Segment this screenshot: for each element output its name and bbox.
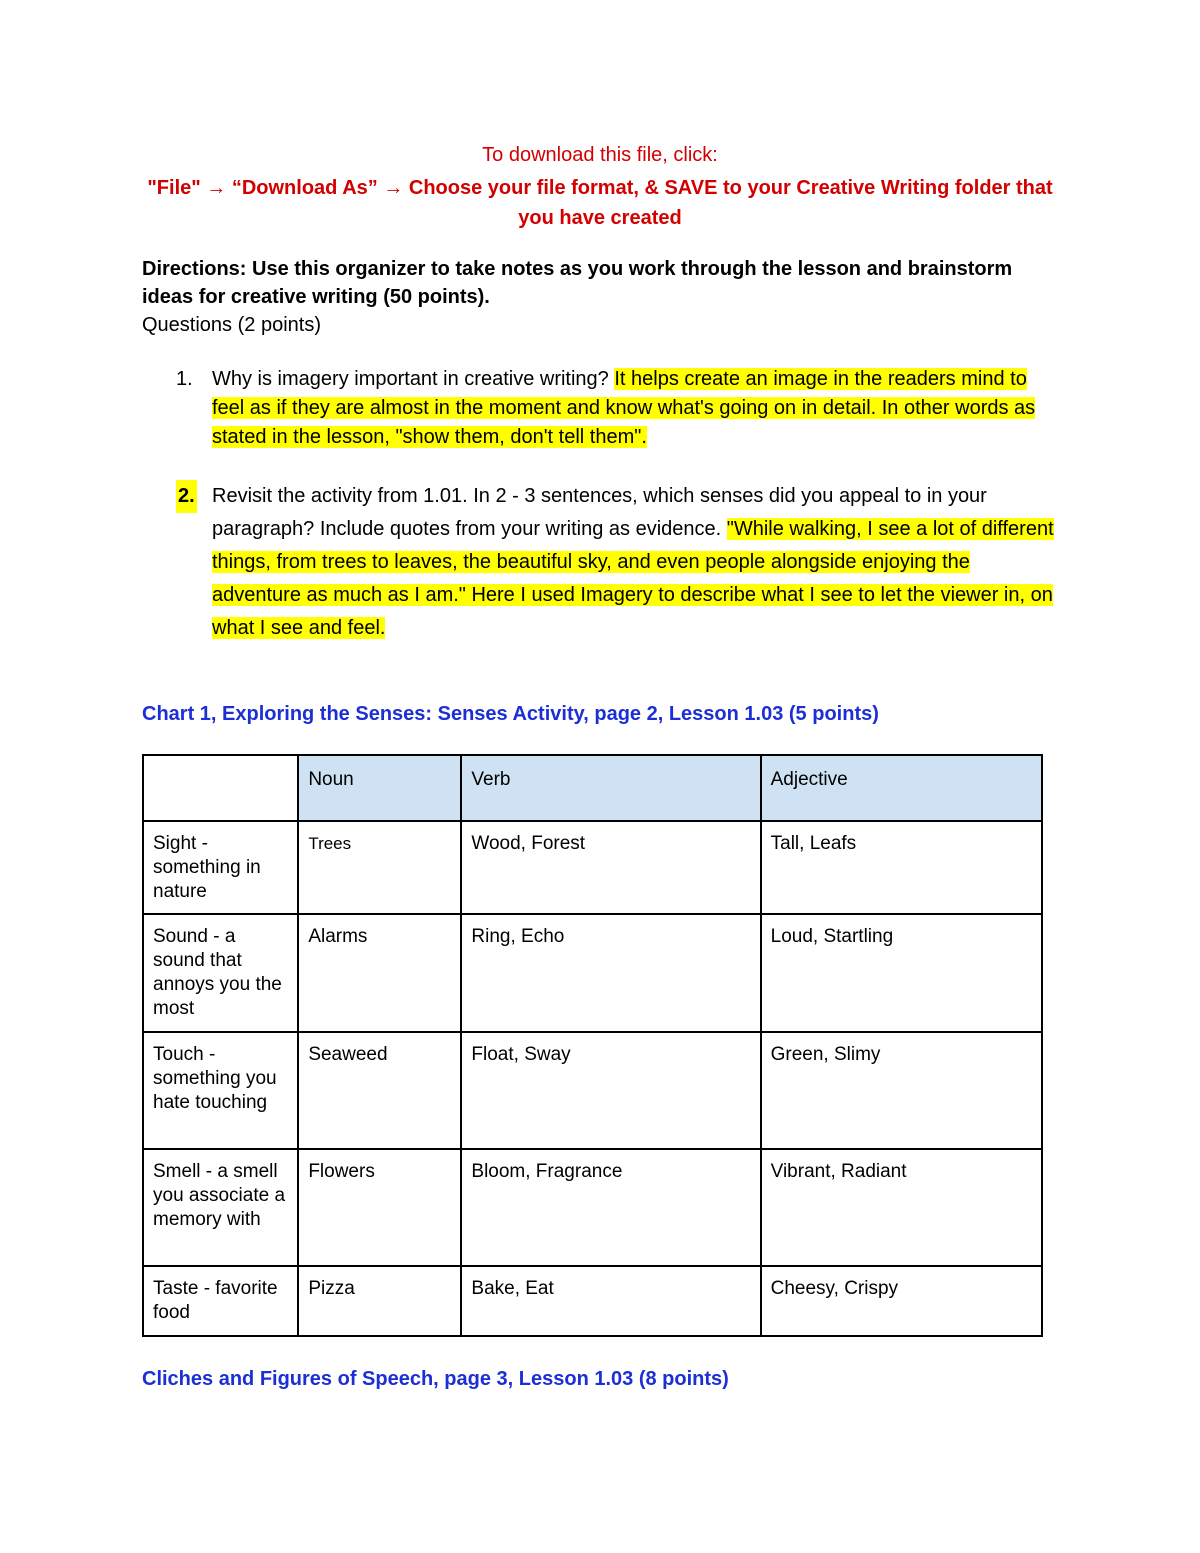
download-steps: "File" → “Download As” → Choose your file format, & SAVE to your Creative Writing folder that you have created <box>147 177 1053 229</box>
verb-cell: Float, Sway <box>461 1032 760 1149</box>
table-header-row <box>143 755 1042 821</box>
noun-cell: Flowers <box>298 1149 461 1266</box>
header-cell-verb: Verb <box>461 755 760 821</box>
table-row-taste <box>143 1266 1042 1336</box>
table-row-sound <box>143 914 1042 1032</box>
row-label: Smell - a smell you associate a memory with <box>143 1149 298 1266</box>
noun-cell: Pizza <box>298 1266 461 1336</box>
chart-1-title: Chart 1, Exploring the Senses: Senses Activity, page 2, Lesson 1.03 (5 points) <box>142 703 879 725</box>
header-cell-adjective: Adjective <box>761 755 1042 821</box>
adjective-cell: Loud, Startling <box>761 914 1042 1032</box>
table-row-touch <box>143 1032 1042 1149</box>
verb-cell: Wood, Forest <box>461 821 760 914</box>
row-label: Taste - favorite food <box>143 1266 298 1336</box>
noun-cell: Seaweed <box>298 1032 461 1149</box>
row-label: Sight - something in nature <box>143 821 298 914</box>
question-2-answer: "While walking, I see a lot of different things, from trees to leaves, the beautiful sky, and even people alongside enjoying the adventure as much as I am." Here I used Imagery to describe what I see to let the viewer in, on what I see and feel. <box>212 518 1054 639</box>
question-2-number: 2. <box>176 480 197 513</box>
senses-table <box>142 754 1043 1337</box>
question-2-prompt: Revisit the activity from 1.01. In 2 - 3 sentences, which senses did you appeal to in your paragraph? Include quotes from your writing as evidence. <box>212 485 987 540</box>
verb-cell: Bake, Eat <box>461 1266 760 1336</box>
download-intro: To download this file, click: <box>482 144 718 166</box>
directions-text: Directions: Use this organizer to take notes as you work through the lesson and brainstorm ideas for creative writing (50 points). <box>142 258 1013 308</box>
question-1-prompt: Why is imagery important in creative writing? <box>212 368 609 390</box>
header-cell-blank <box>143 755 298 821</box>
row-label: Sound - a sound that annoys you the most <box>143 914 298 1032</box>
question-2-body <box>212 480 1062 645</box>
table-row-sight <box>143 821 1042 914</box>
cliches-section-title: Cliches and Figures of Speech, page 3, Lesson 1.03 (8 points) <box>142 1368 729 1390</box>
row-label: Touch - something you hate touching <box>143 1032 298 1149</box>
question-1-answer: It helps create an image in the readers mind to feel as if they are almost in the moment and know what's going on in detail. In other words as stated in the lesson, "show them, don't tell them". <box>212 368 1036 448</box>
adjective-cell: Tall, Leafs <box>761 821 1042 914</box>
questions-heading: Questions (2 points) <box>142 314 321 336</box>
verb-cell: Bloom, Fragrance <box>461 1149 760 1266</box>
verb-cell: Ring, Echo <box>461 914 760 1032</box>
table-row-smell <box>143 1149 1042 1266</box>
header-cell-noun: Noun <box>298 755 461 821</box>
adjective-cell: Green, Slimy <box>761 1032 1042 1149</box>
question-1-number: 1. <box>176 368 193 390</box>
noun-cell: Trees <box>298 821 461 914</box>
question-1-body <box>212 365 1062 452</box>
adjective-cell: Vibrant, Radiant <box>761 1149 1042 1266</box>
adjective-cell: Cheesy, Crispy <box>761 1266 1042 1336</box>
noun-cell: Alarms <box>298 914 461 1032</box>
